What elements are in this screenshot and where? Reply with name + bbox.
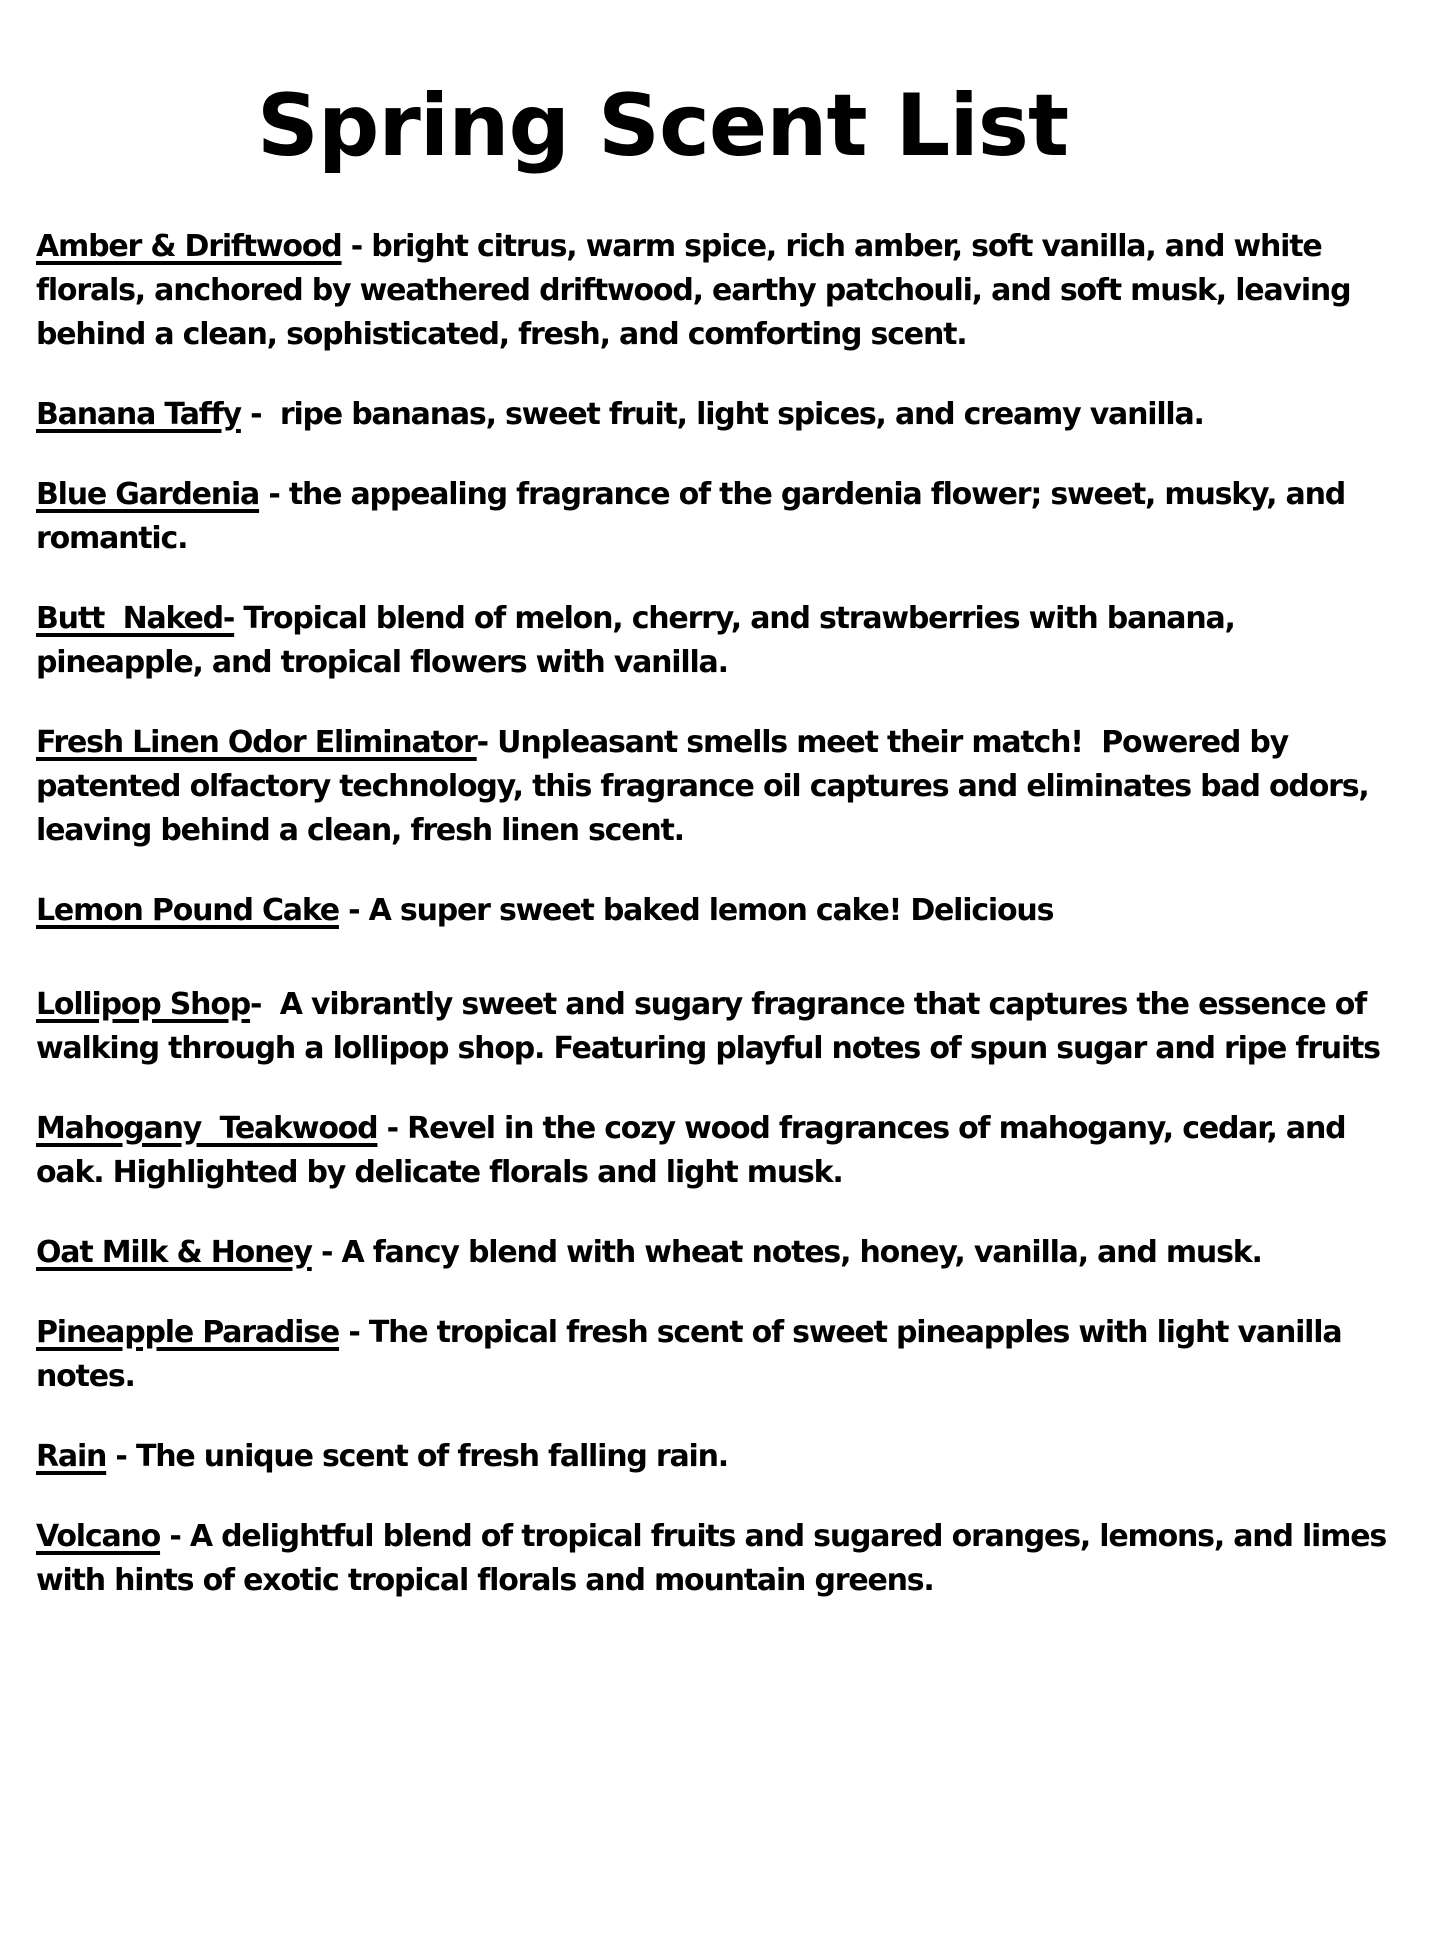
- scent-entry-line: [36, 269, 1445, 313]
- scent-name: Amber & Driftwood: [36, 229, 342, 264]
- scent-separator: -: [250, 987, 280, 1022]
- scent-description-line: A vibrantly sweet and sugary fragrance that captures the essence of: [279, 987, 1367, 1022]
- scent-description-line: oak. Highlighted by delicate florals and light musk.: [36, 1155, 843, 1190]
- scent-entry: [36, 1107, 1445, 1195]
- scent-description-line: A super sweet baked lemon cake! Delicious: [368, 893, 1054, 928]
- scent-entry-line: [36, 1355, 1445, 1399]
- scent-entry-line: [36, 1515, 1445, 1559]
- scent-description-line: The tropical fresh scent of sweet pineapples with light vanilla: [368, 1315, 1342, 1350]
- scent-entry-line: [36, 889, 1445, 933]
- scent-separator: -: [106, 1439, 136, 1474]
- scent-entry: [36, 1311, 1445, 1399]
- scent-description-line: A fancy blend with wheat notes, honey, vanilla, and musk.: [341, 1235, 1262, 1270]
- scent-description-line: patented olfactory technology, this fragrance oil captures and eliminates bad odors,: [36, 769, 1369, 804]
- scent-entry-line: [36, 1311, 1445, 1355]
- scent-entry-line: [36, 721, 1445, 765]
- scent-name: Oat Milk & Honey: [36, 1235, 312, 1270]
- scent-name: Banana Taffy: [36, 397, 241, 432]
- scent-entry-line: [36, 1559, 1445, 1603]
- scent-description-line: notes.: [36, 1359, 135, 1394]
- document: [0, 76, 1445, 1953]
- scent-description-line: A delightful blend of tropical fruits and sugared oranges, lemons, and limes: [189, 1519, 1387, 1554]
- scent-separator: -: [311, 1235, 342, 1270]
- scent-name: Butt Naked-: [36, 601, 235, 636]
- scent-entry-line: [36, 393, 1445, 437]
- scent-description-line: the appealing fragrance of the gardenia flower; sweet, musky, and: [288, 477, 1345, 512]
- scent-description-line: ripe bananas, sweet fruit, light spices, and creamy vanilla.: [279, 397, 1204, 432]
- scent-list: [36, 225, 1445, 1603]
- scent-entry-line: [36, 313, 1445, 357]
- scent-entry-line: [36, 1027, 1445, 1071]
- scent-description-line: behind a clean, sophisticated, fresh, and comforting scent.: [36, 317, 967, 352]
- scent-description-line: romantic.: [36, 521, 188, 556]
- scent-name: Volcano: [36, 1519, 161, 1554]
- scent-name: Blue Gardenia: [36, 477, 260, 512]
- scent-entry-line: [36, 597, 1445, 641]
- scent-description-line: leaving behind a clean, fresh linen scent.: [36, 813, 684, 848]
- scent-separator: -: [377, 1111, 408, 1146]
- scent-description-line: pineapple, and tropical flowers with vanilla.: [36, 645, 728, 680]
- scent-separator: -: [240, 397, 280, 432]
- scent-name: Fresh Linen Odor Eliminator: [36, 725, 477, 760]
- page-title: Spring Scent List: [256, 76, 1069, 176]
- scent-description-line: The unique scent of fresh falling rain.: [135, 1439, 728, 1474]
- scent-entry: [36, 889, 1445, 933]
- scent-entry-line: [36, 1435, 1445, 1479]
- scent-separator: -: [339, 1315, 369, 1350]
- scent-entry: [36, 983, 1445, 1071]
- scent-description-line: Unpleasant smells meet their match! Powered by: [497, 725, 1289, 760]
- scent-entry: [36, 473, 1445, 561]
- scent-name: Lemon Pound Cake: [36, 893, 339, 928]
- scent-description-line: walking through a lollipop shop. Featuring playful notes of spun sugar and ripe fruits: [36, 1031, 1380, 1066]
- scent-entry: [36, 1231, 1445, 1275]
- scent-entry: [36, 1515, 1445, 1603]
- scent-name: Rain: [36, 1439, 107, 1474]
- scent-separator: -: [259, 477, 289, 512]
- scent-entry-line: [36, 809, 1445, 853]
- scent-entry: [36, 597, 1445, 685]
- scent-entry-line: [36, 1151, 1445, 1195]
- scent-entry-line: [36, 1231, 1445, 1275]
- scent-separator: -: [338, 893, 369, 928]
- scent-separator: -: [160, 1519, 190, 1554]
- scent-separator: -: [341, 229, 372, 264]
- scent-entry-line: [36, 983, 1445, 1027]
- scent-entry-line: [36, 517, 1445, 561]
- scent-description-line: bright citrus, warm spice, rich amber, soft vanilla, and white: [371, 229, 1322, 264]
- scent-entry-line: [36, 641, 1445, 685]
- page: [0, 76, 1445, 1953]
- scent-description-line: with hints of exotic tropical florals and mountain greens.: [36, 1563, 934, 1598]
- scent-entry: [36, 1435, 1445, 1479]
- scent-separator: -: [476, 725, 498, 760]
- scent-entry-line: [36, 473, 1445, 517]
- scent-name: Mahogany Teakwood: [36, 1111, 378, 1146]
- scent-entry: [36, 225, 1445, 357]
- scent-description-line: Tropical blend of melon, cherry, and strawberries with banana,: [243, 601, 1235, 636]
- scent-description-line: Revel in the cozy wood fragrances of mahogany, cedar, and: [407, 1111, 1346, 1146]
- scent-entry-line: [36, 765, 1445, 809]
- scent-description-line: florals, anchored by weathered driftwood, earthy patchouli, and soft musk, leaving: [36, 273, 1351, 308]
- scent-entry-line: [36, 1107, 1445, 1151]
- scent-name: Pineapple Paradise: [36, 1315, 340, 1350]
- scent-entry: [36, 721, 1445, 853]
- scent-entry: [36, 393, 1445, 437]
- scent-name: Lollipop Shop: [36, 987, 251, 1022]
- scent-entry-line: [36, 225, 1445, 269]
